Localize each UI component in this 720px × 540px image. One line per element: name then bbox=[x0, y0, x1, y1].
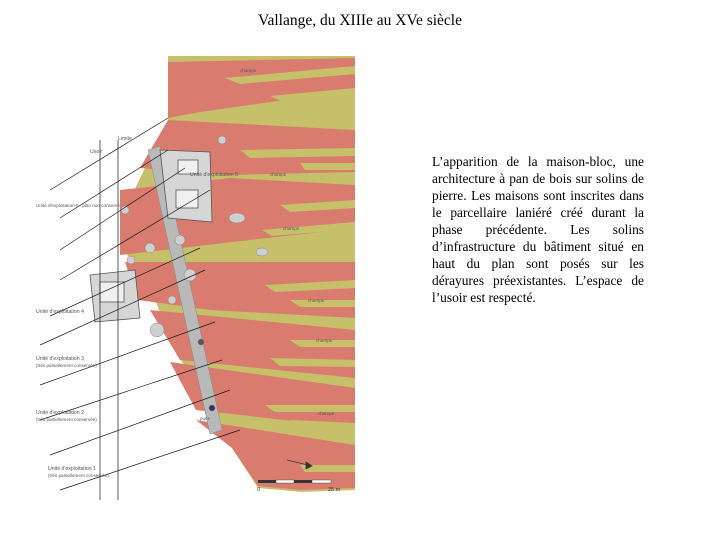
label-unite-2: Unité d'exploitation 2 bbox=[36, 410, 84, 416]
label-limite: Limite bbox=[118, 136, 132, 142]
label-unite-3-note: (très partiellement conservée) bbox=[36, 363, 97, 368]
label-unite-3: Unité d'exploitation 3 bbox=[36, 356, 84, 362]
caption-text: L’apparition de la maison-bloc, une architecture à pan de bois sur solins de pierre. Les maisons sont inscrites dans le parcellaire laniéré créé durant la phase précédente. Les solins d’infrastructure du bâtiment situé en haut du plan sont posés sur les dérayures préexistantes. L’espace de l’usoir est respecté. bbox=[432, 154, 644, 305]
label-unite-5: Unité d'exploitation 5 bbox=[190, 172, 238, 178]
scale-end-label: 25 m bbox=[328, 487, 341, 493]
label-puits: puits bbox=[200, 416, 210, 421]
label-unite-5-note: Unité d'exploitation 5 : plan non conservé bbox=[36, 203, 120, 208]
label-champs-5: champs bbox=[318, 411, 335, 416]
label-unite-1: Unité d'exploitation 1 bbox=[48, 466, 96, 472]
label-champs-4: champs bbox=[316, 338, 333, 343]
label-unite-4: Unité d'exploitation 4 bbox=[36, 309, 84, 315]
label-champs-3: champs bbox=[308, 298, 325, 303]
scale-start-label: 0 bbox=[257, 487, 261, 493]
label-usoir: Usoir bbox=[90, 149, 103, 155]
label-champs-1: champs bbox=[270, 172, 287, 177]
label-champs-top: champs bbox=[240, 68, 257, 73]
label-unite-2-note: (très partiellement conservée) bbox=[36, 417, 97, 422]
slide-title: Vallange, du XIIIe au XVe siècle bbox=[258, 12, 462, 29]
label-unite-1-note: (très partiellement conservée) bbox=[48, 473, 109, 478]
label-champs-2: champs bbox=[283, 226, 300, 231]
